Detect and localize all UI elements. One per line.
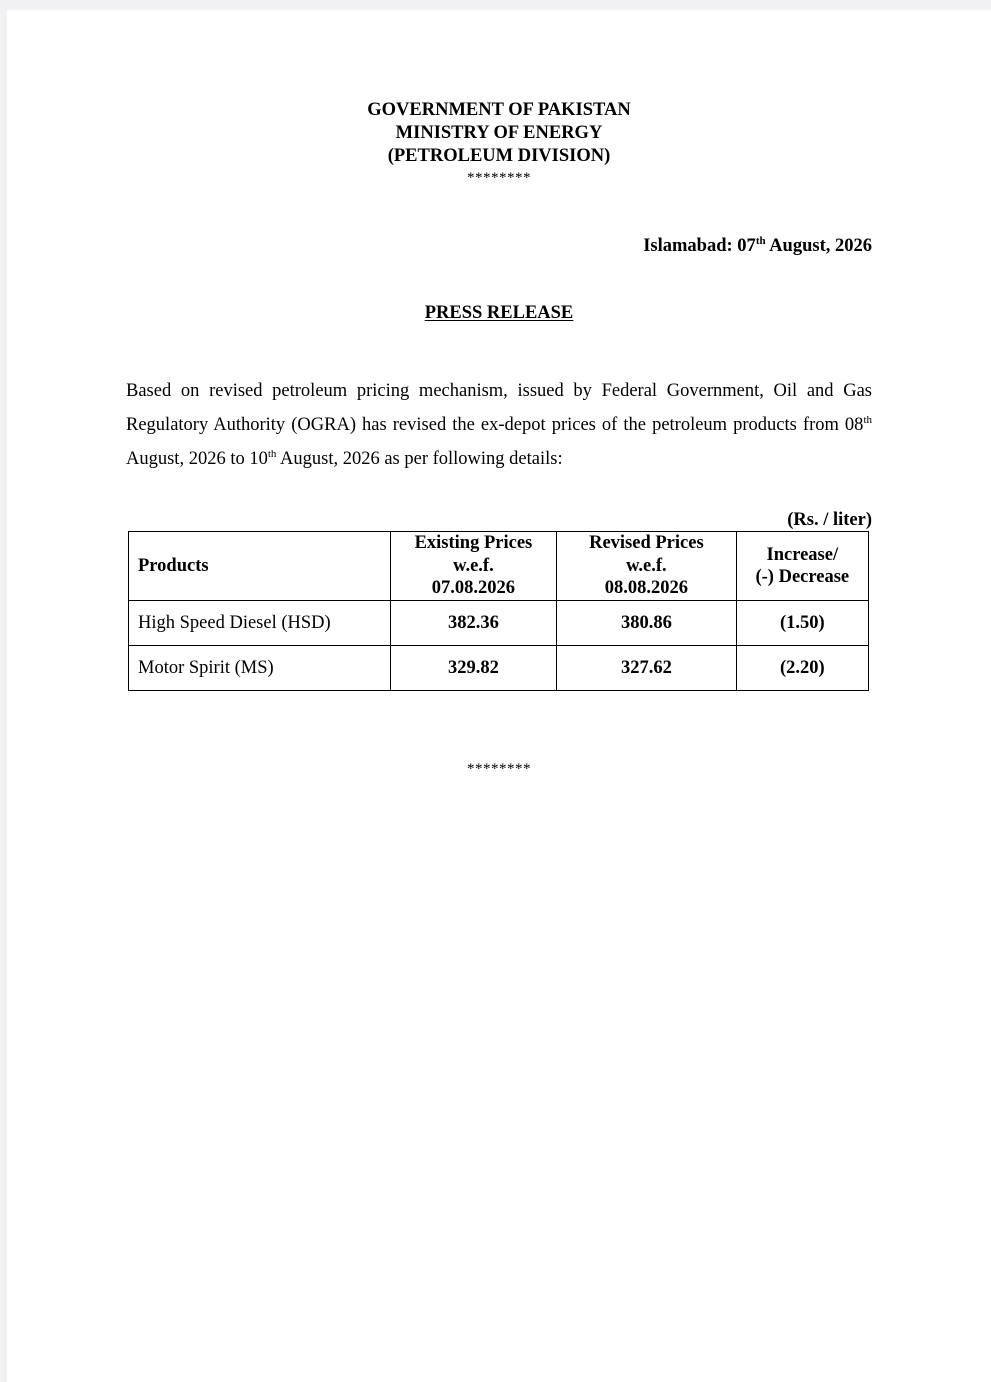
body-ordinal-2: th (267, 447, 277, 460)
header-revised-line-1: Revised Prices (589, 533, 704, 554)
price-change: (2.20) (736, 646, 868, 691)
body-paragraph (126, 374, 872, 476)
body-part-3: August, 2026 as per following details: (276, 449, 563, 469)
header-revised-line-3: 08.08.2026 (604, 578, 688, 599)
header-existing-prices (390, 532, 556, 601)
body-part-1: Based on revised petroleum pricing mechanism, issued by Federal Government, Oil and Gas Regulatory Authority (OGRA) has revised the ex-depot prices of the petroleum products from 08 (126, 381, 872, 435)
header-products: Products (129, 532, 391, 601)
existing-price: 329.82 (390, 646, 556, 691)
header-division: (PETROLEUM DIVISION) (387, 146, 611, 166)
table-header-row (129, 532, 869, 601)
dateline-ordinal: th (755, 234, 766, 247)
existing-price: 382.36 (390, 601, 556, 646)
header-government: GOVERNMENT OF PAKISTAN (367, 100, 631, 120)
product-name: Motor Spirit (MS) (129, 646, 391, 691)
header-change-line-2: (-) Decrease (755, 567, 850, 587)
price-table (128, 531, 869, 691)
header-ministry: MINISTRY OF ENERGY (395, 123, 603, 143)
header-existing-line-1: Existing Prices (414, 533, 533, 554)
dateline (643, 236, 872, 257)
revised-price: 380.86 (557, 601, 736, 646)
header-existing-line-3: 07.08.2026 (431, 578, 516, 599)
revised-price: 327.62 (557, 646, 736, 691)
header-revised-line-2: w.e.f. (626, 555, 667, 576)
header-revised-prices (557, 532, 736, 601)
price-unit-label: (Rs. / liter) (787, 510, 872, 530)
dateline-suffix: August, 2026 (765, 236, 872, 256)
price-change: (1.50) (736, 601, 868, 646)
product-name: High Speed Diesel (HSD) (129, 601, 391, 646)
dateline-prefix: Islamabad: 07 (643, 236, 756, 256)
body-ordinal-1: th (863, 413, 872, 426)
document-page (7, 10, 991, 1382)
header-change-line-1: Increase/ (766, 544, 839, 565)
press-release-title-text: PRESS RELEASE (424, 303, 574, 323)
header-change (736, 532, 868, 601)
table-row (129, 601, 869, 646)
header-separator: ******** (467, 170, 531, 186)
footer-separator: ******** (467, 761, 531, 777)
table-row (129, 646, 869, 691)
body-part-2: August, 2026 to 10 (126, 449, 268, 469)
press-release-title (7, 303, 991, 324)
header-existing-line-2: w.e.f. (453, 555, 494, 576)
